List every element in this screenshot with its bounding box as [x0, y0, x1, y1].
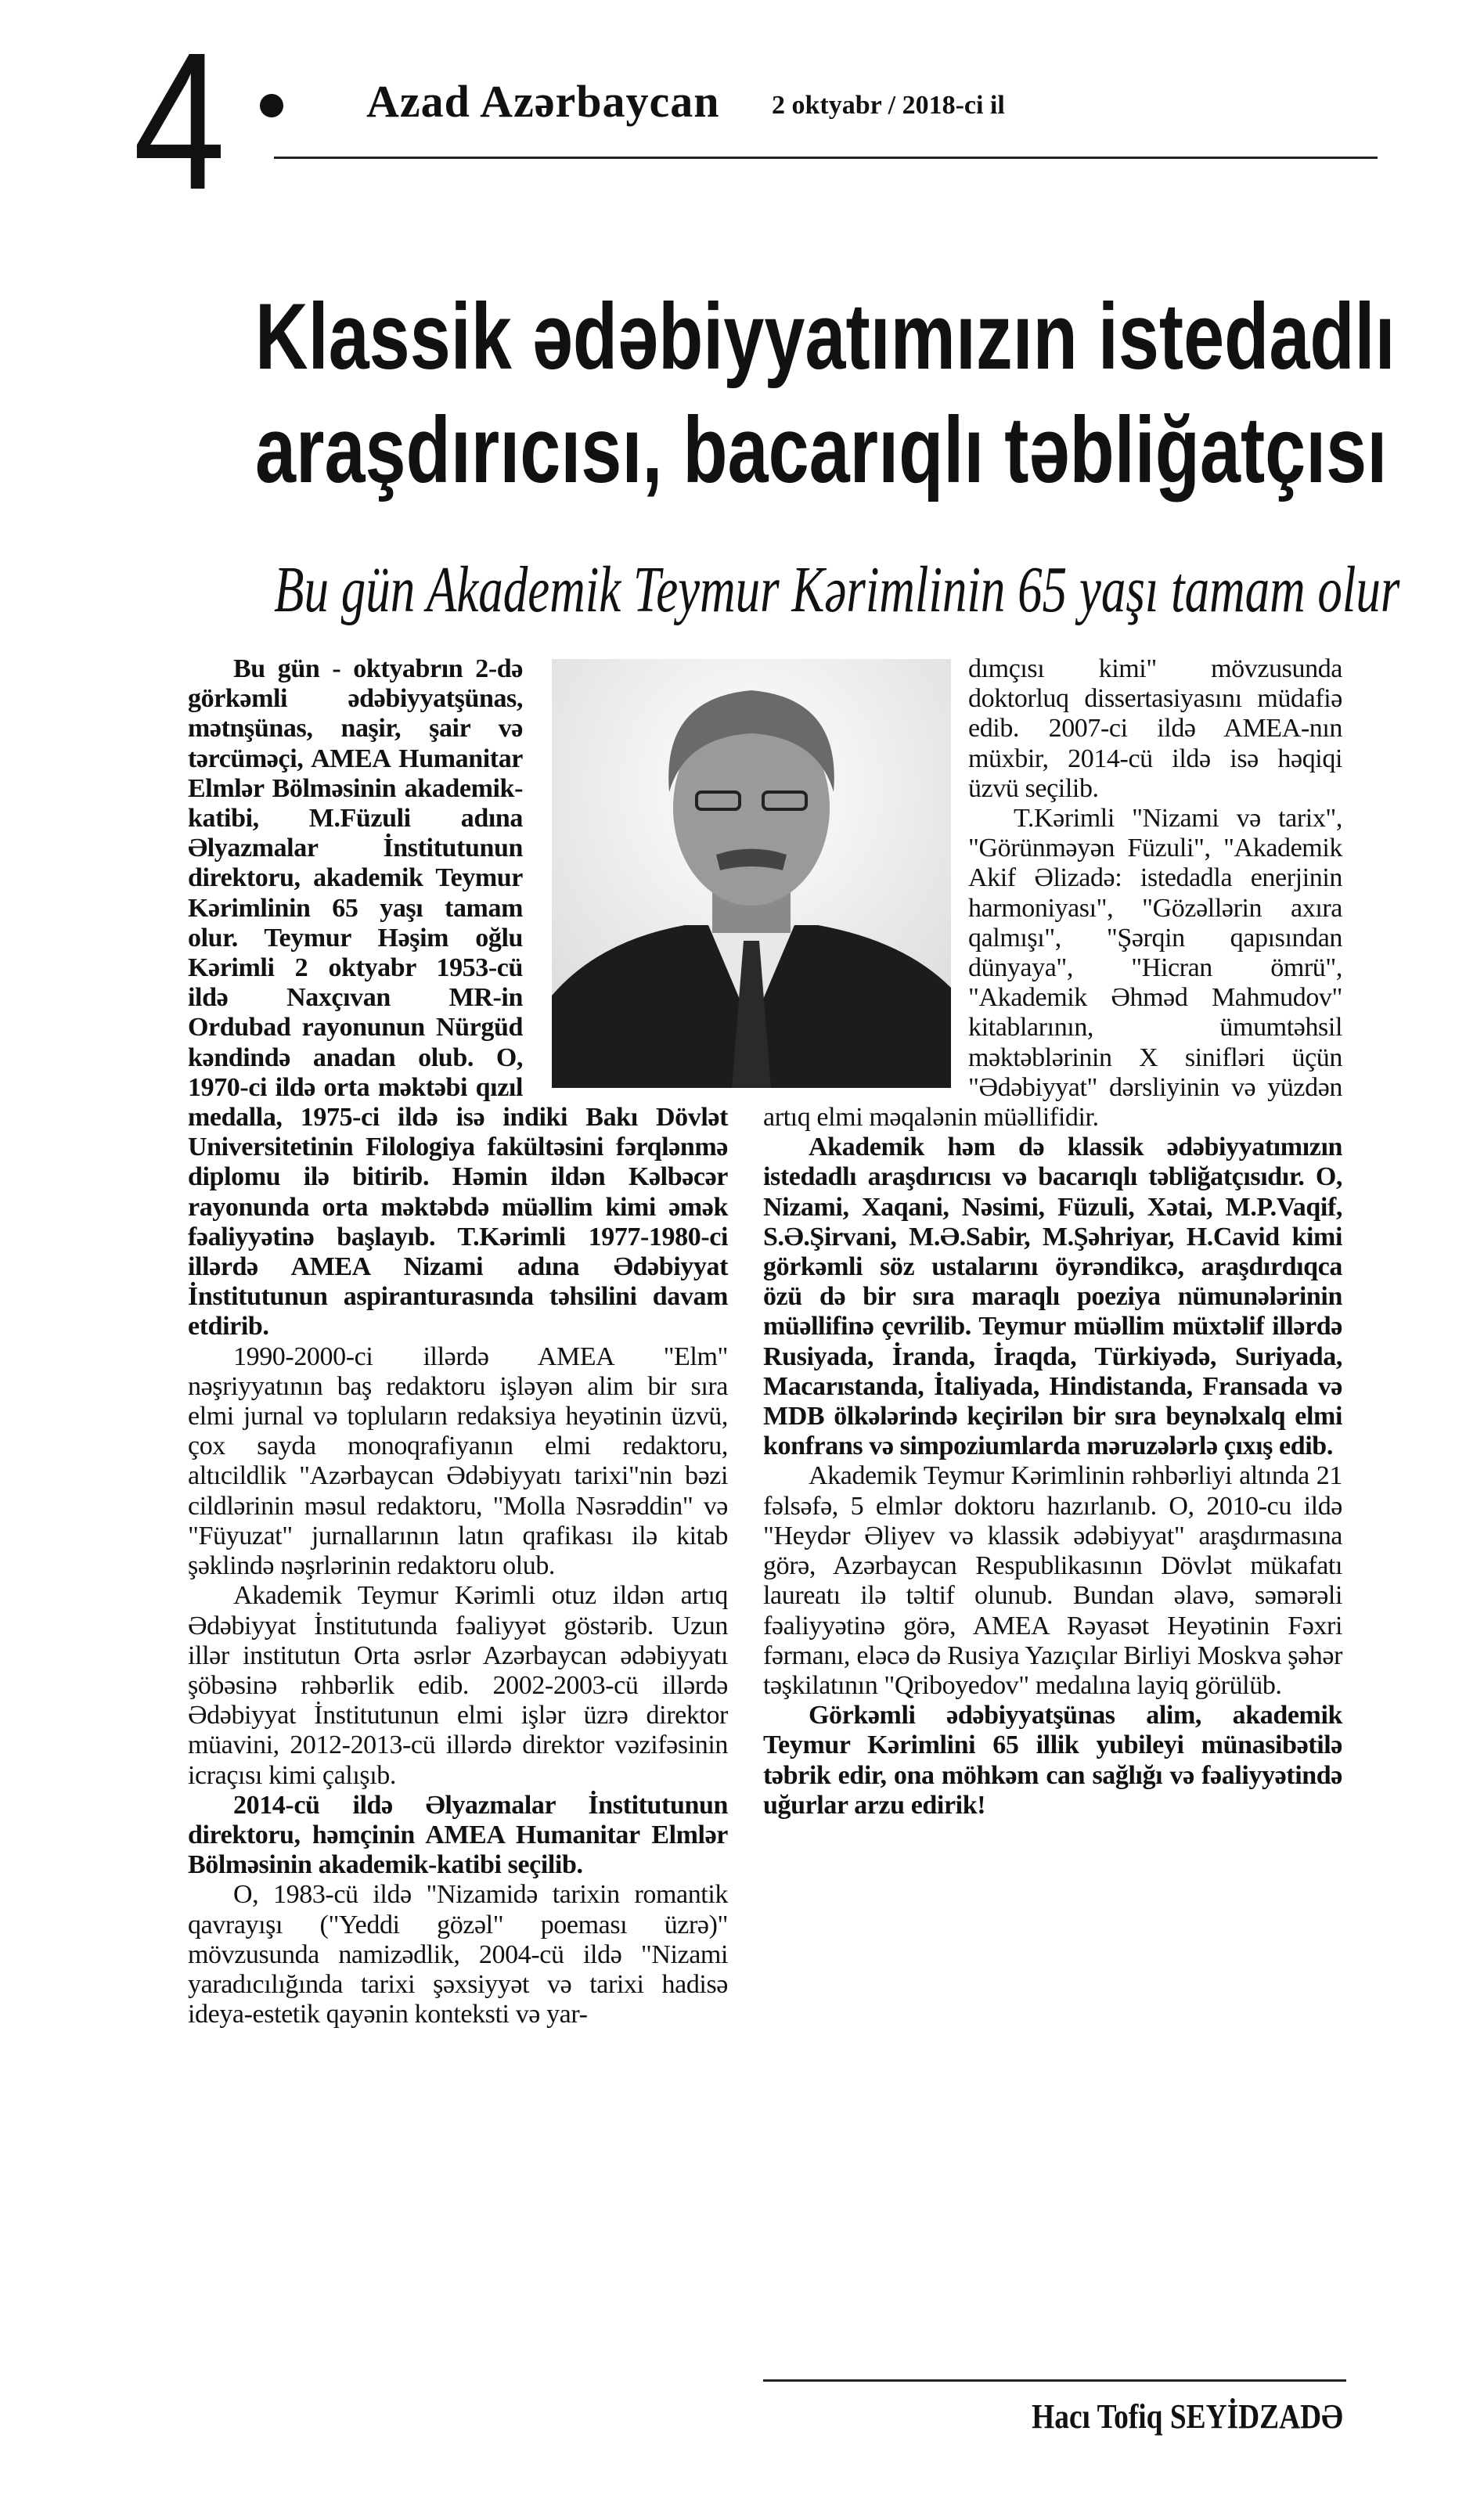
paragraph: dımçısı kimi" mövzusunda doktorluq dissertasiyasını müdafiə edib. 2007-ci ildə AMEA-nın müxbir, 2014-cü ildə isə həqiqi üzvü seçilib. [968, 654, 1342, 803]
paragraph: Akademik Teymur Kərimli otuz ildən artıq Ədəbiyyat İnstitutunda fəaliyyət göstərib. Uzun illər institutun Orta əsrlər Azərbaycan ədəbiyyatı şöbəsinə rəhbərlik edib. 2002-2003-cü illərdə Ədəbiyyat İnstitutunun elmi işlər üzrə direktor müavini, 2012-2013-cü illərdə direktor vəzifəsinin icraçısı kimi çalışıb. [188, 1581, 728, 1790]
paragraph: Bu gün - oktyabrın 2-də görkəmli ədəbiyyatşünas, mətnşünas, naşir, şair və tərcüməçi, AMEA Humanitar Elmlər Bölməsinin akademik-katibi, M.Füzuli adına Əlyazmalar İnstitutunun direktoru, akademik Teymur Kərimlinin 65 yaşı tamam olur. Teymur Həşim oğlu Kərimli 2 oktyabr 1953-cü ildə Naxçıvan MR-in Ordubad rayonunun Nürgüd kəndində anadan olub. O, 1970-ci ildə orta məktəbi qızıl medalla, 1975-ci ildə isə indiki Bakı Dövlət Universitetinin Filologiya fakültəsini fərqlənmə diplomu ilə bitirib. Həmin ildən Kəlbəcər rayonunda orta məktəbdə müəllim kimi əmək fəaliyyətinə başlayıb. T.Kərimli 1977-1980-ci illərdə AMEA Nizami adına Ədəbiyyat İnstitutunun aspiranturasında təhsilini davam etdirib. [188, 654, 728, 1342]
paragraph: Akademik Teymur Kərimlinin rəhbərliyi altında 21 fəlsəfə, 5 elmlər doktoru hazırlanıb. O, 2010-cu ildə "Heydər Əliyev və klassik ədəbiyyat" araşdırmasına görə, Azərbaycan Respublikasının Dövlət mükafatı laureatı ilə təltif olunub. Bundan əlavə, səmərəli fəaliyyətinə görə, AMEA Rəyasət Heyətinin Fəxri fərmanı, eləcə də Rusiya Yazıçılar Birliyi Moskva şəhər təşkilatının "Qriboyedov" medalına layiq görülüb. [763, 1461, 1342, 1700]
paragraph: Görkəmli ədəbiyyatşünas alim, akademik Teymur Kərimlini 65 illik yubileyi münasibətilə təbrik edir, ona möhkəm can sağlığı və fəaliyyətində uğurlar arzu edirik! [763, 1701, 1342, 1820]
headline-line-1: Klassik ədəbiyyatımızın istedadlı [255, 284, 1396, 389]
page-number: 4 [133, 12, 226, 230]
subheadline: Bu gün Akademik Teymur Kərimlinin 65 yaşı tamam olur [274, 553, 1400, 626]
paragraph: 1990-2000-ci illərdə AMEA "Elm" nəşriyyatının baş redaktoru işləyən alim bir sıra elmi jurnal və topluların redaksiya heyətinin üzvü, çox sayda monoqrafiyanın elmi redaktoru, altıcildlik "Azərbaycan Ədəbiyyatı tarixi"nin bəzi cildlərinin məsul redaktoru, "Molla Nəsrəddin" və "Füyuzat" jurnallarının latın qrafikası ilə kitab şəklində nəşrlərinin redaktoru olub. [188, 1342, 728, 1581]
headline-line-2: araşdırıcısı, bacarıqlı təbliğatçısı [255, 398, 1388, 502]
bullet-dot [260, 94, 283, 117]
paragraph: 2014-cü ildə Əlyazmalar İnstitutunun direktoru, həmçinin AMEA Humanitar Elmlər Bölməsinin akademik-katibi seçilib. [188, 1790, 728, 1880]
left-column [188, 654, 728, 2029]
right-column [763, 654, 1342, 1821]
newspaper-name: Azad Azərbaycan [366, 76, 720, 127]
author-signature: Hacı Tofiq SEYİDZADƏ [1032, 2397, 1343, 2436]
paragraph: T.Kərimli "Nizami və tarix", "Görünməyən Füzuli", "Akademik Akif Əlizadə: istedadla enerjinin harmoniyası", "Gözəllərin axıra qalmışı", "Şərqin qapısından dünyaya", "Hicran ömrü", "Akademik Əhməd Mahmudov" kitablarının, ümumtəhsil məktəblərinin X sinifləri üçün "Ədəbiyyat" dərsliyinin və yüzdən artıq elmi məqalənin müəllifidir. [763, 804, 1342, 1133]
issue-date: 2 oktyabr / 2018-ci il [772, 91, 1005, 120]
header-rule [274, 157, 1378, 159]
paragraph: O, 1983-cü ildə "Nizamidə tarixin romantik qavrayışı ("Yeddi gözəl" poeması üzrə)" mövzusunda namizədlik, 2004-cü ildə "Nizami yaradıcılığında tarixi şəxsiyyət və tarixi hadisə ideya-estetik qayənin konteksti və yar- [188, 1880, 728, 2029]
paragraph: Akademik həm də klassik ədəbiyyatımızın istedadlı araşdırıcısı və bacarıqlı təbliğatçısıdır. O, Nizami, Xaqani, Nəsimi, Füzuli, Xətai, M.P.Vaqif, S.Ə.Şirvani, M.Ə.Sabir, M.Şəhriyar, H.Cavid kimi görkəmli söz ustalarını öyrəndikcə, araşdırdıqca özü də bir sıra maraqlı poeziya nümunələrinin müəllifinə çevrilib. Teymur müəllim müxtəlif illərdə Rusiyada, İranda, İraqda, Türkiyədə, Suriyada, Macarıstanda, İtaliyada, Hindistanda, Fransada və MDB ölkələrində keçirilən bir sıra beynəlxalq elmi konfrans və simpoziumlarda məruzələrlə çıxış edib. [763, 1133, 1342, 1461]
signature-rule [763, 2379, 1346, 2382]
